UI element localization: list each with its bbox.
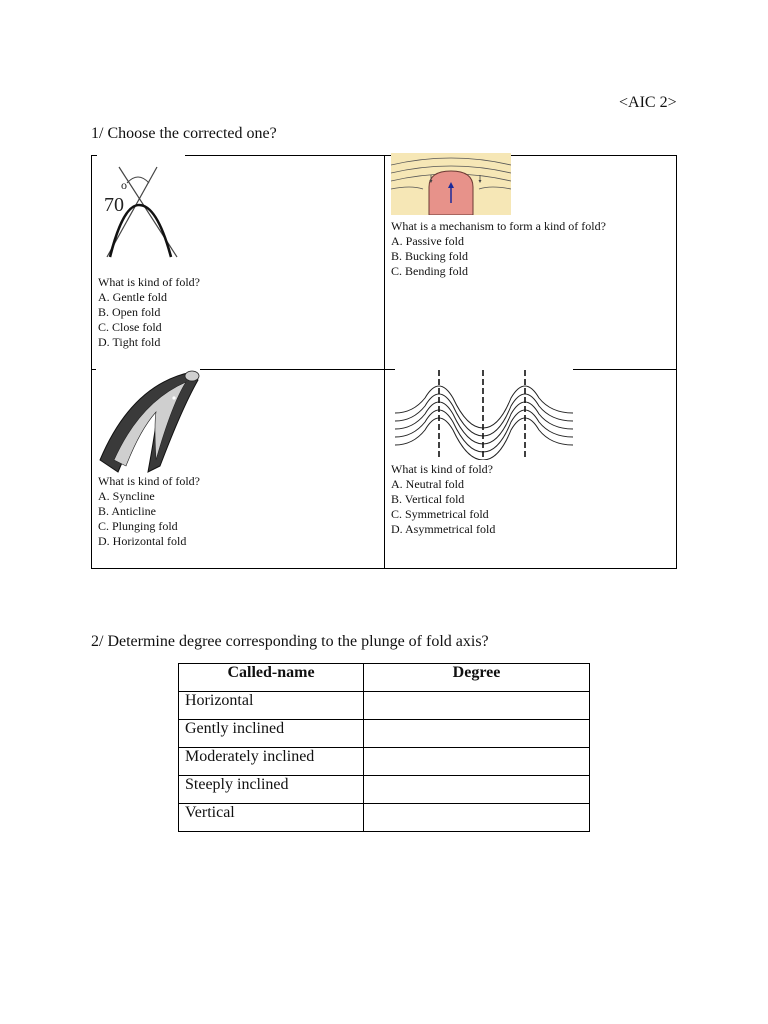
degree-answer-cell[interactable] [364,720,590,748]
answer-option[interactable]: C. Close fold [98,320,162,334]
document-code: <AIC 2> [619,94,677,111]
question-block [391,462,495,537]
symmetrical-fold-diagram-icon [395,368,573,460]
column-header-called-name: Called-name [179,664,364,692]
column-header-degree: Degree [364,664,590,692]
answer-option[interactable]: A. Neutral fold [391,477,464,491]
answer-option[interactable]: C. Bending fold [391,264,468,278]
question-cell-2 [385,156,677,369]
answer-option[interactable]: C. Plunging fold [98,519,178,533]
question-text: What is kind of fold? [98,474,200,488]
table-row [179,692,590,720]
question-text: What is kind of fold? [98,275,200,289]
table-row [179,776,590,804]
table-row [179,748,590,776]
question-1-title: 1/ Choose the corrected one? [91,125,277,142]
table-row [179,720,590,748]
question-text: What is kind of fold? [391,462,493,476]
question-cell-4 [385,370,677,568]
called-name-cell: Vertical [179,804,364,832]
question-1-grid [91,155,677,569]
answer-option[interactable]: B. Anticline [98,504,156,518]
answer-option[interactable]: A. Passive fold [391,234,464,248]
degree-answer-cell[interactable] [364,776,590,804]
angle-value-label: 70 [104,194,124,216]
table-header-row [179,664,590,692]
answer-option[interactable]: D. Tight fold [98,335,161,349]
fold-mechanism-diagram-icon [391,153,511,215]
question-block [391,219,606,279]
answer-option[interactable]: A. Gentle fold [98,290,167,304]
question-cell-3 [92,370,384,568]
answer-option[interactable]: D. Asymmetrical fold [391,522,496,536]
answer-option[interactable]: C. Symmetrical fold [391,507,489,521]
called-name-cell: Gently inclined [179,720,364,748]
question-cell-1 [92,156,384,369]
degree-answer-cell[interactable] [364,804,590,832]
answer-option[interactable]: B. Open fold [98,305,161,319]
degree-answer-cell[interactable] [364,748,590,776]
called-name-cell: Horizontal [179,692,364,720]
plunge-degree-table [178,663,590,832]
degree-answer-cell[interactable] [364,692,590,720]
answer-option[interactable]: D. Horizontal fold [98,534,187,548]
fold-angle-70-diagram-icon [97,153,185,263]
degree-symbol-label: o [121,178,127,192]
called-name-cell: Moderately inclined [179,748,364,776]
question-block [98,474,200,549]
answer-option[interactable]: A. Syncline [98,489,155,503]
table-row [179,804,590,832]
answer-option[interactable]: B. Bucking fold [391,249,468,263]
question-2-title: 2/ Determine degree corresponding to the plunge of fold axis? [91,633,489,650]
question-text: What is a mechanism to form a kind of fold? [391,219,606,233]
called-name-cell: Steeply inclined [179,776,364,804]
question-block [98,275,200,350]
answer-option[interactable]: B. Vertical fold [391,492,465,506]
plunging-fold-diagram-icon [96,368,200,474]
